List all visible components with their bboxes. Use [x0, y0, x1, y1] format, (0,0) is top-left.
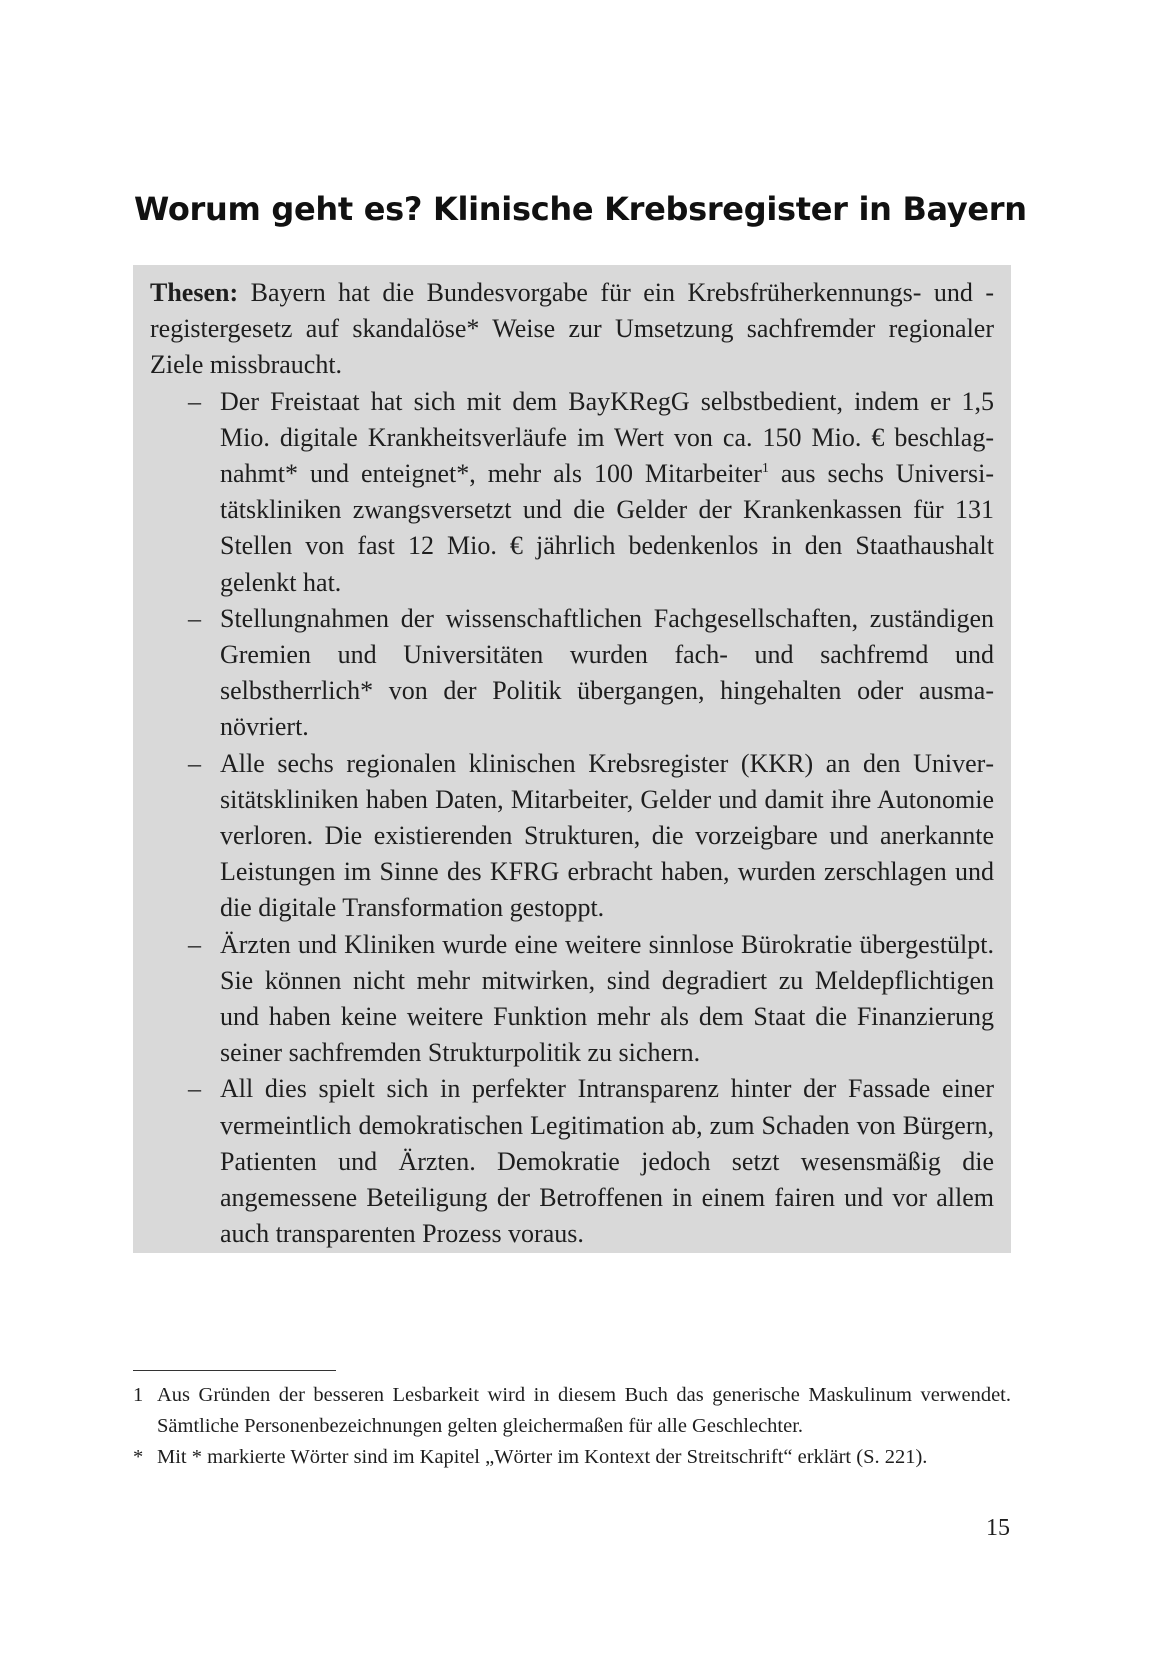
- footnote: [133, 1442, 1011, 1473]
- footnote-text: Mit * markierte Wörter sind im Kapitel „Wörter im Kontext der Streitschrift“ erklärt (S. 221).: [157, 1446, 928, 1468]
- thesis-item: [150, 1071, 994, 1252]
- dash-marker: –: [188, 386, 201, 416]
- footnote-mark: *: [133, 1446, 144, 1468]
- dash-marker: –: [188, 603, 201, 633]
- thesis-text: All dies spielt sich in perfekter Intransparenz hinter der Fassade einer vermeintlich demokratischen Legitimation ab, zum Schaden von Bürgern, Patienten und Ärzten. Demokratie jedoch setzt wesensmäßig die angemessene Beteiligung der Betroffenen in einem fairen und vor allem auch transparenten Prozess voraus.: [220, 1074, 994, 1249]
- theses-intro-text: Bayern hat die Bundesvorgabe für ein Krebsfrüherkennungs- und -registergesetz auf skandalöse* Weise zur Umsetzung sachfremder regionaler Ziele missbraucht.: [150, 278, 994, 380]
- theses-intro: [150, 275, 994, 384]
- page-title: Worum geht es? Klinische Krebsregister in Bayern: [134, 190, 1027, 228]
- thesis-item: [150, 927, 994, 1072]
- footnote-text: Aus Gründen der besseren Lesbarkeit wird in diesem Buch das generische Maskulinum verwendet. Sämtliche Personenbezeichnungen gelten gleichermaßen für alle Geschlechter.: [157, 1384, 1011, 1437]
- thesis-item: [150, 384, 994, 601]
- theses-label: Thesen:: [150, 278, 239, 307]
- dash-marker: –: [188, 929, 201, 959]
- footnotes: [133, 1380, 1011, 1473]
- thesis-text: Ärzten und Kliniken wurde eine weitere sinnlose Bürokratie übergestülpt. Sie können nicht mehr mitwirken, sind degradiert zu Meldepflichtigen und haben keine weitere Funktion mehr als dem Staat die Finanzierung seiner sachfremden Strukturpolitik zu sichern.: [220, 929, 994, 1068]
- thesis-text-continued: aus sechs Universitätskliniken zwangsversetzt und die Gelder der Krankenkassen für 131 Stellen von fast 12 Mio. € jährlich bedenkenlos in den Staathaushalt gelenkt hat.: [220, 459, 995, 597]
- dash-marker: –: [188, 748, 201, 778]
- footnote-reference: 1: [761, 461, 769, 477]
- theses-list: [150, 384, 994, 1253]
- thesis-text: Stellungnahmen der wissenschaftlichen Fachgesellschaften, zuständigen Gremien und Universitäten wurden fach- und sachfremd und selbstherrlich* von der Politik übergangen, hingehalten oder ausmanövriert.: [220, 603, 994, 742]
- page-number: 15: [986, 1515, 1010, 1541]
- theses-box: [133, 265, 1011, 1253]
- footnote-mark: 1: [133, 1384, 144, 1406]
- footnote-separator: [133, 1370, 336, 1371]
- thesis-item: [150, 601, 994, 746]
- dash-marker: –: [188, 1074, 201, 1104]
- thesis-text: Alle sechs regionalen klinischen Krebsregister (KKR) an den Universitätskliniken haben Daten, Mitarbeiter, Gelder und damit ihre Autonomie verloren. Die existierenden Strukturen, die vorzeigbare und anerkannte Leistungen im Sinne des KFRG erbracht haben, wurden zerschlagen und die digitale Transformation gestoppt.: [220, 748, 994, 923]
- thesis-text: Der Freistaat hat sich mit dem BayKRegG selbstbedient, indem er 1,5 Mio. digitale Krankheitsverläufe im Wert von ca. 150 Mio. € beschlagnahmt* und enteignet*, mehr als 100 Mitarbeiter: [220, 386, 994, 489]
- thesis-item: [150, 746, 994, 927]
- footnote: [133, 1380, 1011, 1442]
